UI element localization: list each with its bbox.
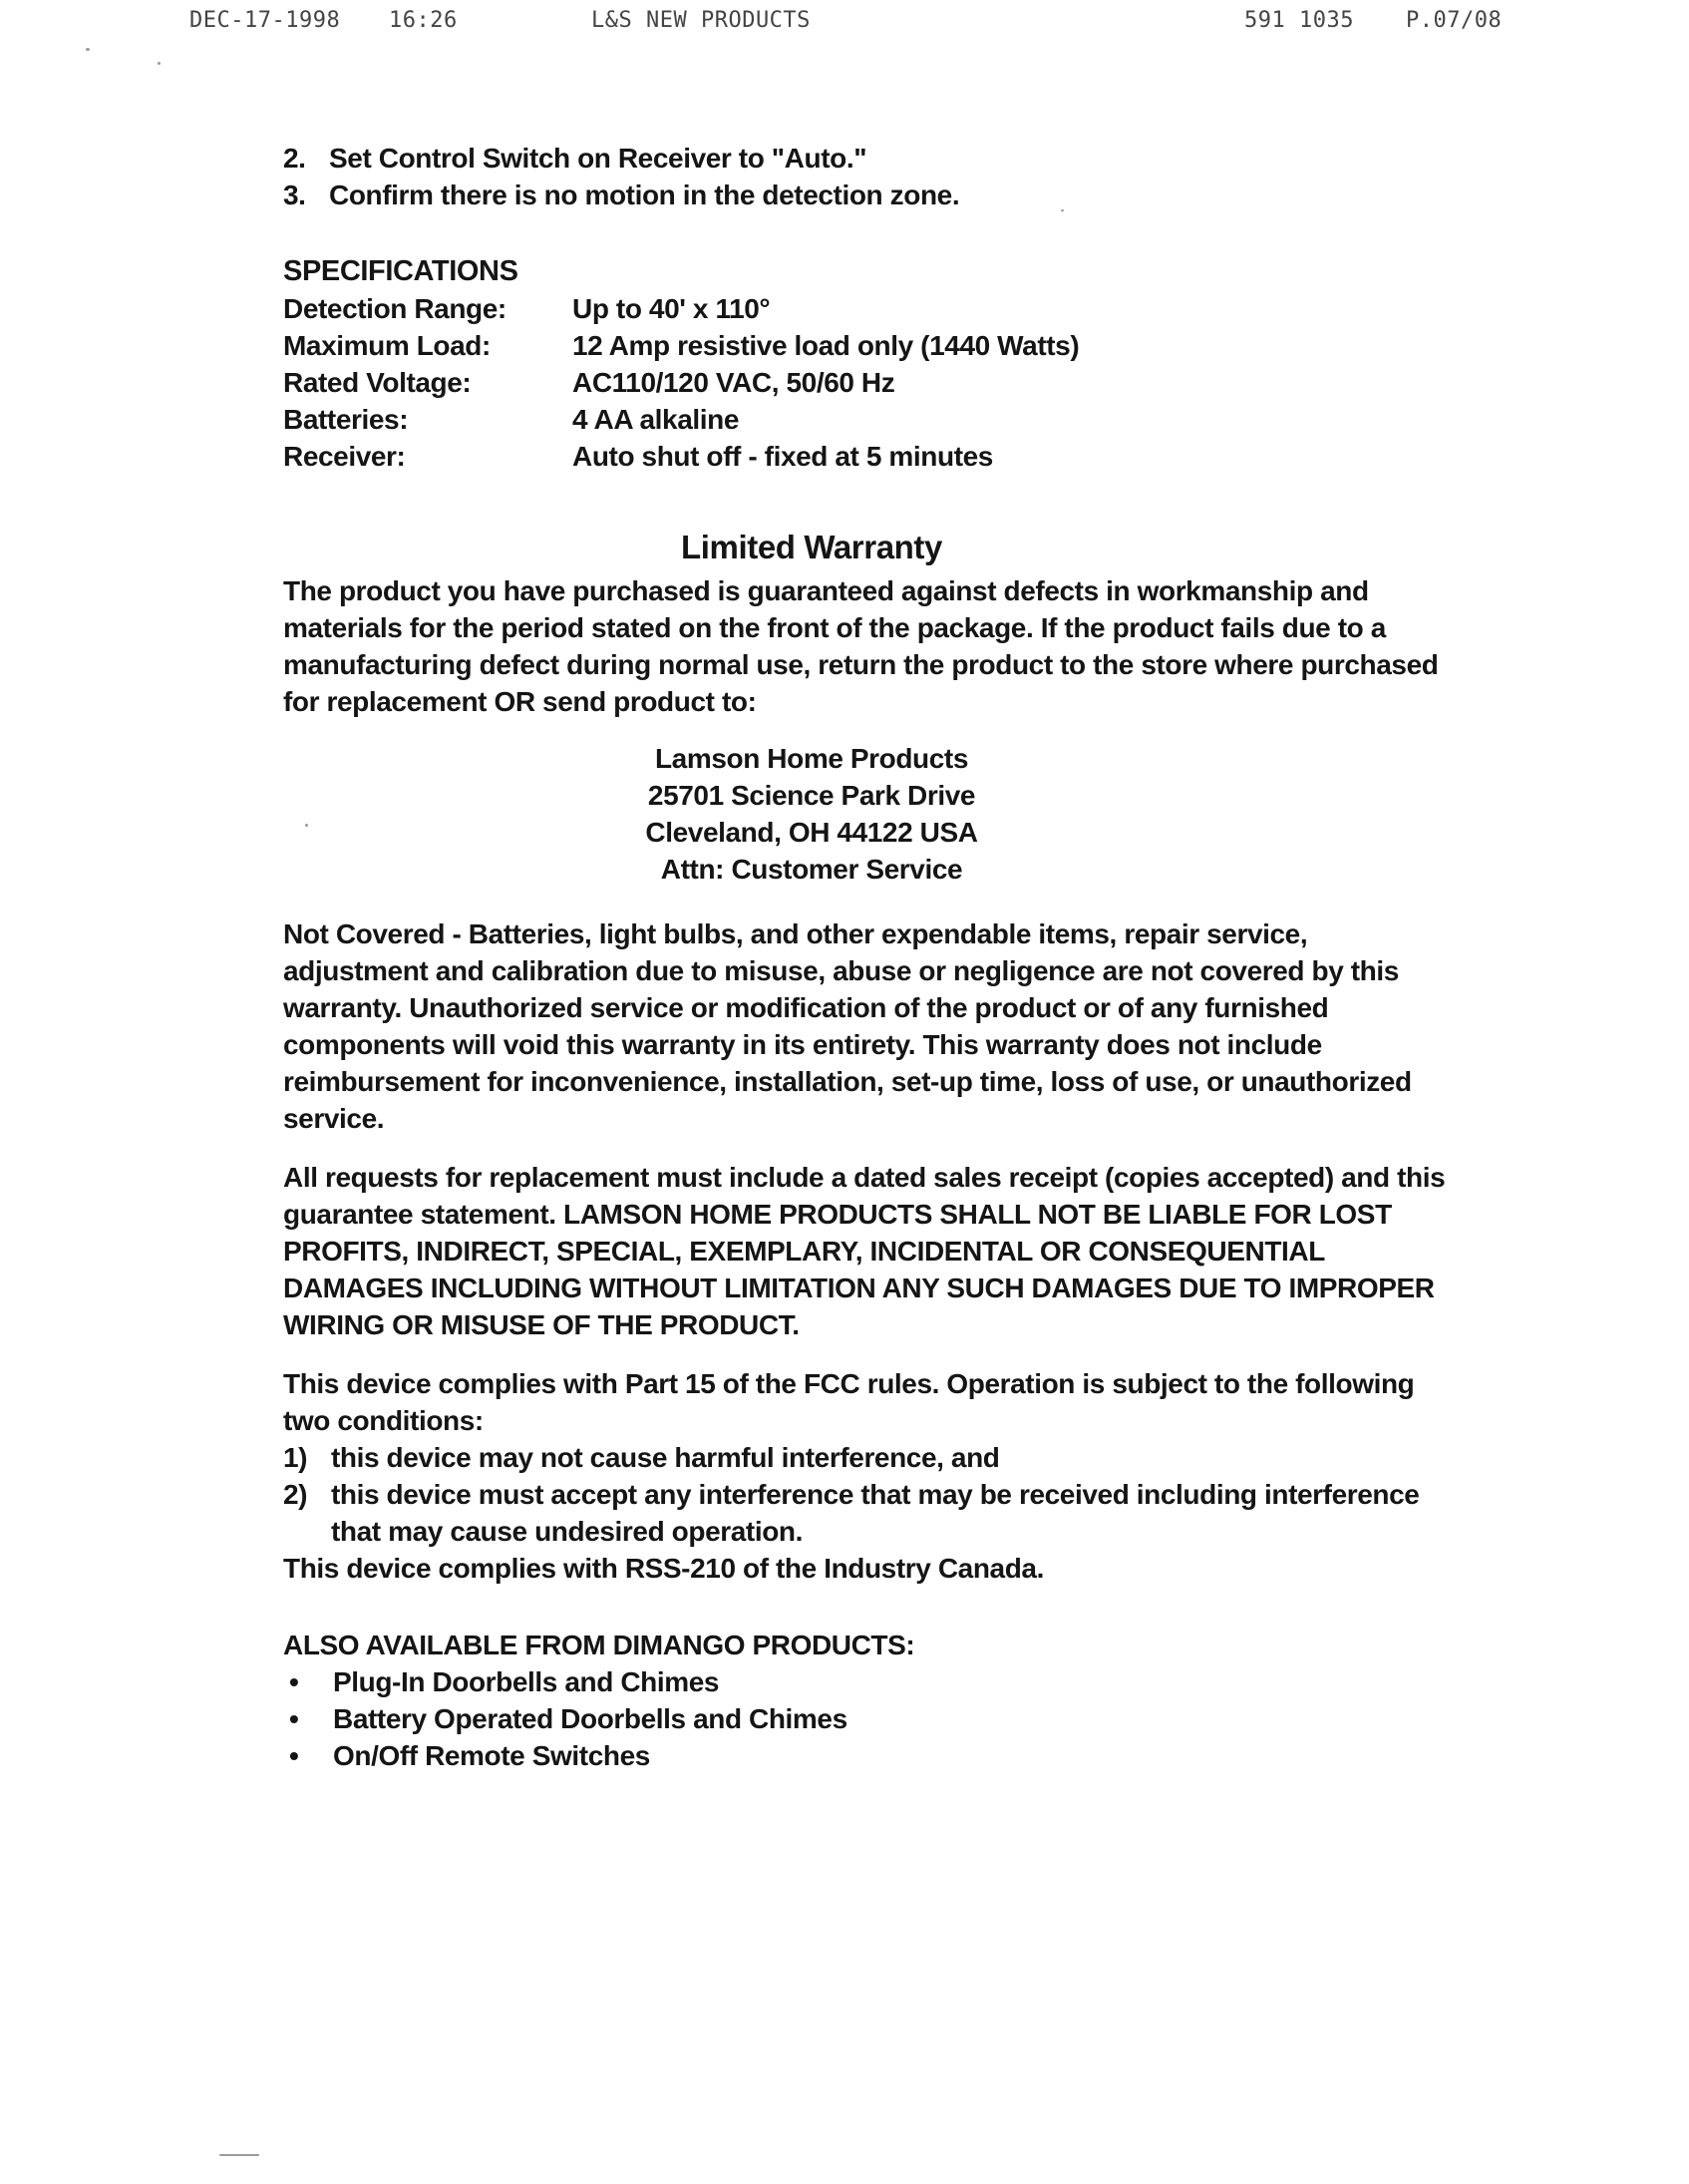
not-covered-label: Not Covered xyxy=(283,918,446,949)
spec-label: Maximum Load: xyxy=(283,330,491,361)
step-text: Confirm there is no motion in the detection zone. xyxy=(329,180,960,210)
spec-label: Receiver: xyxy=(283,441,406,472)
list-item xyxy=(283,1663,1450,1700)
spec-value: AC110/120 VAC, 50/60 Hz xyxy=(572,367,895,398)
also-available-heading: ALSO AVAILABLE FROM DIMANGO PRODUCTS: xyxy=(283,1630,915,1660)
spec-row xyxy=(283,327,1450,364)
also-available-list xyxy=(283,1663,1450,1774)
bullet-icon: • xyxy=(289,1740,299,1771)
return-address xyxy=(283,740,1450,888)
spec-label: Batteries: xyxy=(283,404,409,435)
address-line: Cleveland, OH 44122 USA xyxy=(645,817,978,848)
step-text: Set Control Switch on Receiver to "Auto." xyxy=(329,143,867,174)
product-name: Plug-In Doorbells and Chimes xyxy=(333,1666,720,1697)
canada-compliance: This device complies with RSS-210 of the Industry Canada. xyxy=(283,1553,1044,1584)
list-item xyxy=(283,1700,1450,1737)
fax-page-number: P.07/08 xyxy=(1406,8,1503,33)
condition-text: this device may not cause harmful interference, and xyxy=(331,1442,1000,1473)
spec-label: Rated Voltage: xyxy=(283,367,472,398)
condition-text: this device must accept any interference that may be received including interference that may cause undesired operation. xyxy=(331,1479,1420,1547)
spec-row xyxy=(283,401,1450,438)
step-number: 2. xyxy=(283,143,306,174)
scan-speck xyxy=(1061,209,1064,211)
condition-number: 2) xyxy=(283,1479,308,1510)
specifications-table xyxy=(283,290,1450,475)
fcc-conditions xyxy=(283,1439,1450,1550)
spec-value: Auto shut off - fixed at 5 minutes xyxy=(572,441,993,472)
document-body xyxy=(283,140,1450,1774)
not-covered-paragraph xyxy=(283,915,1450,1137)
spec-value: Up to 40' x 110° xyxy=(572,293,771,324)
scan-speck xyxy=(158,62,161,65)
fax-time: 16:26 xyxy=(389,8,458,33)
step-item xyxy=(283,140,1450,177)
spec-value: 12 Amp resistive load only (1440 Watts) xyxy=(572,330,1080,361)
warranty-intro: The product you have purchased is guaranteed against defects in workmanship and materials for the period stated on the front of the package. If the product fails due to a manufacturing defect during normal use, return the product to the store where purchased for replacement OR send product to: xyxy=(283,575,1439,717)
spec-row xyxy=(283,290,1450,327)
not-covered-text: - Batteries, light bulbs, and other expendable items, repair service, adjustment and calibration due to misuse, abuse or negligence are not covered by this warranty. Unauthorized service or modification of the product or of any furnished components will void this warranty in its entirety. This warranty does not include reimbursement for inconvenience, installation, set-up time, loss of use, or unauthorized service. xyxy=(283,918,1412,1134)
warranty-title: Limited Warranty xyxy=(681,529,942,565)
step-item xyxy=(283,177,1450,213)
product-name: On/Off Remote Switches xyxy=(333,1740,650,1771)
spec-row xyxy=(283,364,1450,401)
spec-row xyxy=(283,438,1450,475)
setup-steps xyxy=(283,140,1450,213)
step-number: 3. xyxy=(283,180,306,210)
bullet-icon: • xyxy=(289,1703,299,1734)
fcc-intro: This device complies with Part 15 of the FCC rules. Operation is subject to the following two conditions: xyxy=(283,1368,1415,1436)
scan-speck xyxy=(219,2154,259,2156)
address-line: 25701 Science Park Drive xyxy=(647,780,976,811)
scan-speck xyxy=(305,824,308,827)
condition-number: 1) xyxy=(283,1442,308,1473)
fax-company: L&S NEW PRODUCTS xyxy=(591,8,811,33)
bullet-icon: • xyxy=(289,1666,299,1697)
requests-paragraph: All requests for replacement must include a dated sales receipt (copies accepted) and this guarantee statement. LAMSON HOME PRODUCTS SHALL NOT BE LIABLE FOR LOST PROFITS, INDIRECT, SPECIAL, EXEMPLARY, INCIDENTAL OR CONSEQUENTIAL DAMAGES INCLUDING WITHOUT LIMITATION ANY SUCH DAMAGES DUE TO IMPROPER WIRING OR MISUSE OF THE PRODUCT. xyxy=(283,1162,1446,1340)
fcc-condition-item xyxy=(283,1439,1450,1476)
address-line: Attn: Customer Service xyxy=(660,854,963,885)
fax-number: 591 1035 xyxy=(1244,8,1354,33)
fcc-condition-item xyxy=(283,1476,1450,1550)
scan-speck xyxy=(86,48,90,51)
fax-header xyxy=(0,8,1689,42)
spec-label: Detection Range: xyxy=(283,293,507,324)
specifications-heading: SPECIFICATIONS xyxy=(283,255,518,287)
fax-date: DEC-17-1998 xyxy=(189,8,341,33)
address-line: Lamson Home Products xyxy=(654,743,969,774)
spec-value: 4 AA alkaline xyxy=(572,404,740,435)
product-name: Battery Operated Doorbells and Chimes xyxy=(333,1703,847,1734)
list-item xyxy=(283,1737,1450,1774)
